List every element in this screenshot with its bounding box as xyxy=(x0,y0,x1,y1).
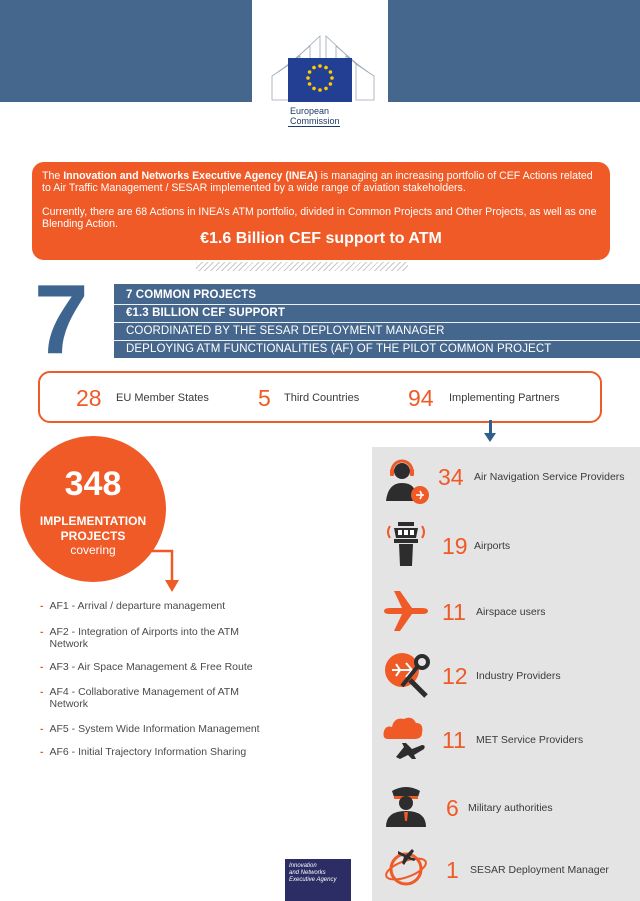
arrow-head-icon xyxy=(484,433,496,442)
partner-ansp-label: Air Navigation Service Providers xyxy=(474,471,625,483)
af-item-text: AF2 - Integration of Airports into the ATM Network xyxy=(49,626,239,650)
bullet-dash-icon: - xyxy=(40,626,44,638)
af-item-text: AF1 - Arrival / departure management xyxy=(49,600,226,612)
intro-agency-name: Innovation and Networks Executive Agency (INEA) xyxy=(63,170,318,182)
af-item xyxy=(40,746,300,758)
partner-industry-value: 12 xyxy=(442,663,468,689)
partner-military-value: 6 xyxy=(446,795,459,821)
stat-partners-value: 94 xyxy=(408,385,434,411)
bullet-dash-icon: - xyxy=(40,600,44,612)
bullet-dash-icon: - xyxy=(40,723,44,735)
implementation-label-1: IMPLEMENTATION xyxy=(39,514,147,528)
cp-line-4: DEPLOYING ATM FUNCTIONALITIES (AF) OF THE PILOT COMMON PROJECT xyxy=(126,343,552,355)
european-commission-logo xyxy=(270,28,376,102)
partner-airports-value: 19 xyxy=(442,533,468,559)
stat-member-states-label: EU Member States xyxy=(116,392,209,404)
cp-divider xyxy=(114,304,640,305)
af-item-text: AF6 - Initial Trajectory Information Sharing xyxy=(49,746,247,758)
implementation-count: 348 xyxy=(64,465,122,503)
cp-line-2: €1.3 BILLION CEF SUPPORT xyxy=(126,307,285,319)
intro-box xyxy=(32,162,610,260)
partner-sesar-dm-value: 1 xyxy=(446,857,459,883)
cp-line-3: COORDINATED BY THE SESAR DEPLOYMENT MANAGER xyxy=(126,325,445,337)
af-item xyxy=(40,626,300,650)
inea-logo-line1: Innovation xyxy=(289,863,317,869)
bullet-dash-icon: - xyxy=(40,661,44,673)
wrench-plane-icon xyxy=(382,650,430,698)
common-projects-count: 7 xyxy=(34,264,89,374)
af-item xyxy=(40,723,300,735)
org-name-line2: Commission xyxy=(290,116,340,126)
af-item xyxy=(40,600,300,612)
military-officer-icon xyxy=(382,781,430,829)
af-item-text: AF3 - Air Space Management & Free Route xyxy=(49,661,253,673)
control-tower-icon xyxy=(382,520,430,568)
stats-box xyxy=(38,371,602,423)
intro-text-post: is managing an increasing portfolio of CEF Actions related to Air Traffic Management / SESAR implemented by a wide range of aviation stakeholders. xyxy=(42,170,593,194)
af-item xyxy=(40,686,300,710)
inea-logo xyxy=(285,859,351,901)
common-projects-band xyxy=(114,284,640,358)
af-item-text: AF5 - System Wide Information Management xyxy=(49,723,260,735)
implementation-label-3: covering xyxy=(70,543,116,557)
headset-operator-icon xyxy=(382,457,430,505)
partner-airports-label: Airports xyxy=(474,540,511,552)
stat-third-countries-label: Third Countries xyxy=(284,392,360,404)
partner-sesar-dm-label: SESAR Deployment Manager xyxy=(470,864,609,876)
intro-paragraph-2: Currently, there are 68 Actions in INEA’s ATM portfolio, divided in Common Projects and Other Projects, as well as one Blending Action. xyxy=(42,206,597,230)
stat-third-countries-value: 5 xyxy=(258,385,271,411)
stat-partners-label: Implementing Partners xyxy=(449,392,560,404)
intro-total-support: €1.6 Billion CEF support to ATM xyxy=(200,230,442,247)
inea-logo-line3: Executive Agency xyxy=(289,877,337,883)
partner-met-value: 11 xyxy=(442,727,466,753)
partner-airspace-users-value: 11 xyxy=(442,599,466,625)
cp-divider xyxy=(114,322,640,323)
cloud-plane-icon xyxy=(382,713,430,761)
af-item xyxy=(40,661,300,673)
bullet-dash-icon: - xyxy=(40,746,44,758)
partner-ansp-value: 34 xyxy=(438,464,464,490)
implementation-label-2: PROJECTS xyxy=(60,529,126,543)
cp-divider xyxy=(114,340,640,341)
partner-airspace-users-label: Airspace users xyxy=(476,606,546,618)
bullet-dash-icon: - xyxy=(40,686,44,698)
hatch-divider xyxy=(196,262,408,271)
cp-line-1: 7 COMMON PROJECTS xyxy=(126,289,257,301)
intro-paragraph-1 xyxy=(42,170,602,194)
af-item-text: AF4 - Collaborative Management of ATM Network xyxy=(49,686,239,710)
globe-plane-icon xyxy=(382,845,430,893)
elbow-arrow-icon xyxy=(120,548,184,594)
partner-military-label: Military authorities xyxy=(468,802,553,814)
inea-logo-line2: and Networks xyxy=(289,870,326,876)
arrow-down-icon xyxy=(489,420,492,434)
partner-industry-label: Industry Providers xyxy=(476,670,561,682)
org-underline xyxy=(288,126,340,127)
intro-text-pre: The xyxy=(42,170,64,182)
org-name-line1: European xyxy=(290,106,330,116)
partner-met-label: MET Service Providers xyxy=(476,734,584,746)
partners-panel xyxy=(372,447,640,901)
stat-member-states-value: 28 xyxy=(76,385,102,411)
airplane-icon xyxy=(382,587,430,635)
